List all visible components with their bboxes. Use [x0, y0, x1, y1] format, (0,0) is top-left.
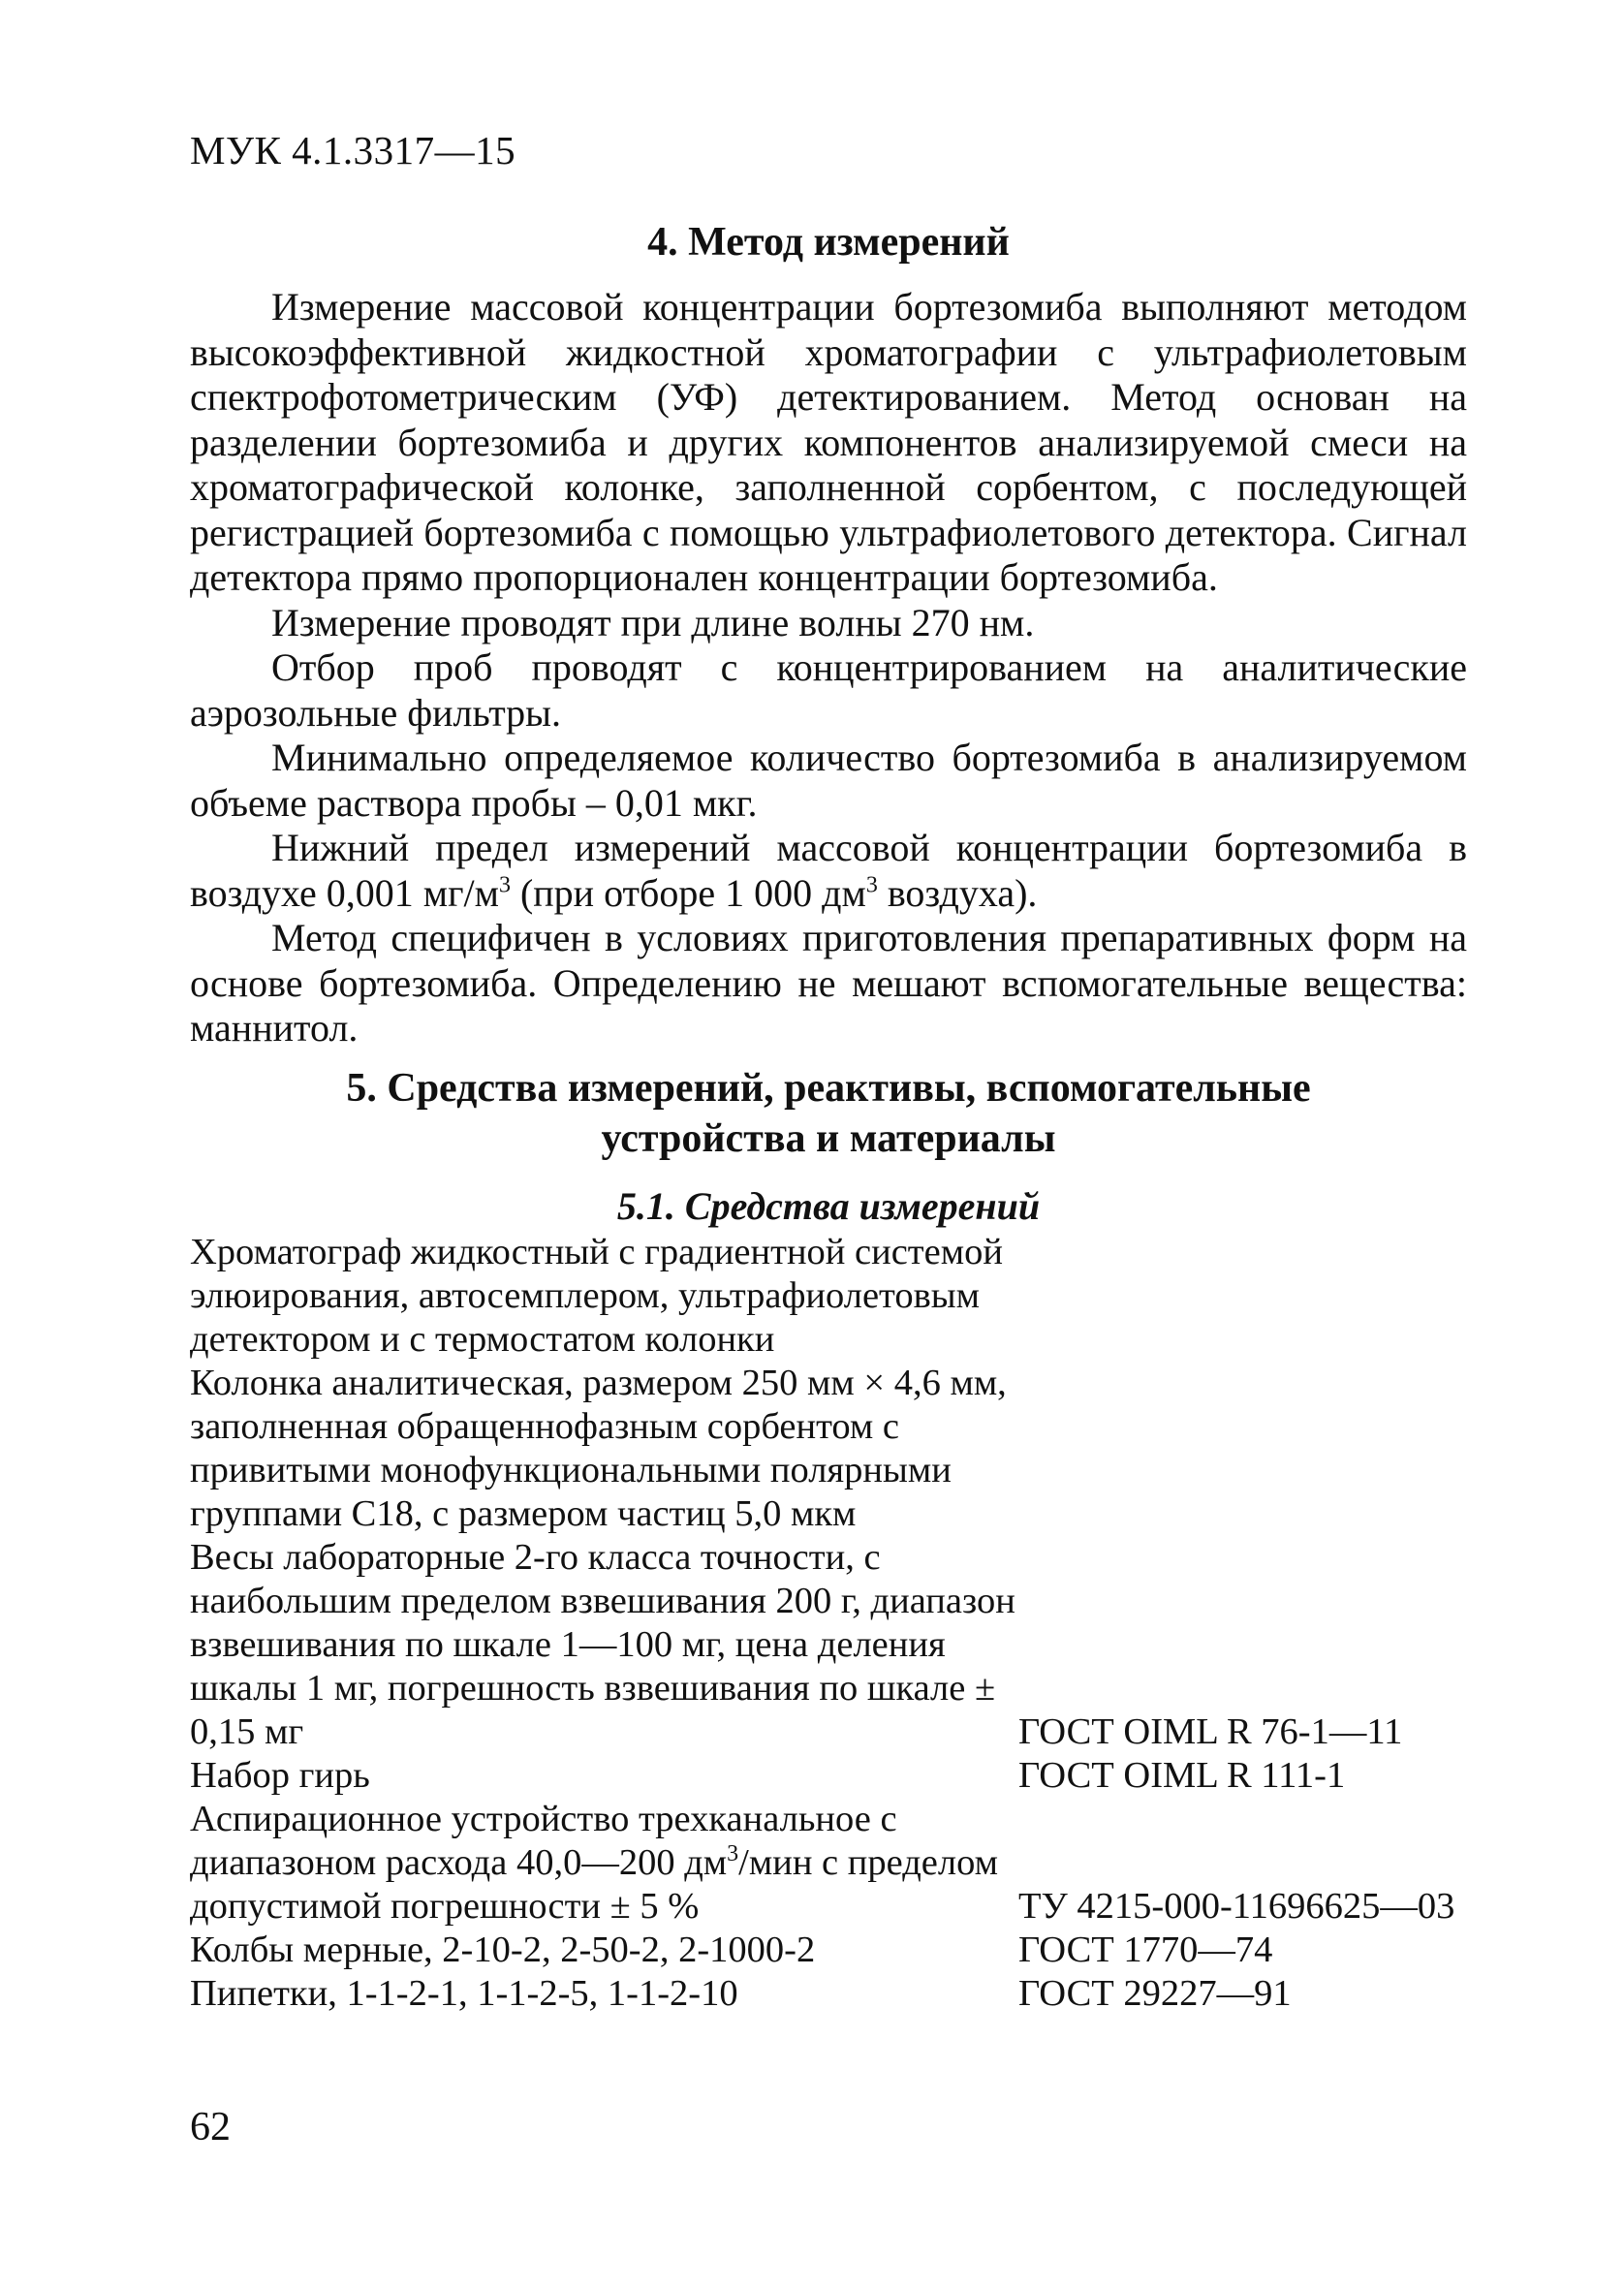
paragraph-lower-limit [190, 826, 1467, 916]
equipment-list [190, 1231, 1517, 2016]
section-4-body [190, 285, 1467, 1051]
paragraph-min-quantity: Минимально определяемое количество бортезомиба в анализируемом объеме раствора пробы – 0,01 мкг. [190, 736, 1467, 825]
paragraph-method-description: Измерение массовой концентрации бортезомиба выполняют методом высокоэффективной жидкостной хроматографии с ультрафиолетовым спектрофотометрическим (УФ) детектированием. Метод основан на разделении бортезомиба и других компонентов анализируемой смеси на хроматографической колонке, заполненной сорбентом, с последующей регистрацией бортезомиба с помощью ультрафиолетового детектора. Сигнал детектора прямо пропорционален концентрации бортезомиба. [190, 285, 1467, 599]
equipment-description: Хроматограф жидкостный с градиентной системой элюирования, автосемплером, ультрафиолетовым детектором и с термостатом колонки [190, 1232, 1003, 1360]
section-5-heading [190, 1063, 1467, 1164]
equipment-standard: ГОСТ OIML R 76-1—11 [1018, 1711, 1403, 1752]
section-5-title-line-2: устройства и материалы [601, 1116, 1056, 1161]
equipment-item-flasks [190, 1929, 1517, 1972]
equipment-item-pipettes [190, 1972, 1517, 2016]
equipment-item-scales [190, 1536, 1517, 1754]
equipment-description: Колонка аналитическая, размером 250 мм × 4,6 мм, заполненная обращеннофазным сорбентом с привитыми монофункциональными полярными группами С18, с размером частиц 5,0 мкм [190, 1363, 1007, 1534]
equipment-standard: ГОСТ OIML R 111-1 [1018, 1755, 1346, 1796]
lower-limit-text-a: Нижний предел измерений массовой концентрации бортезомиба в воздухе 0,001 мг/м [190, 826, 1467, 915]
subsection-5-1-title: 5.1. Средства измерений [616, 1184, 1041, 1228]
equipment-item-aspirator [190, 1798, 1517, 1929]
equipment-description: Весы лабораторные 2-го класса точности, с наибольшим пределом взвешивания 200 г, диапазон взвешивания по шкале 1—100 мг, цена деления шкалы 1 мг, погрешность взвешивания по шкале ± 0,15 мг [190, 1537, 1015, 1752]
aspirator-text-a: Аспирационное устройство трехканальное с диапазоном расхода 40,0—200 дм [190, 1799, 897, 1883]
equipment-standard: ТУ 4215-000-11696625—03 [1018, 1886, 1455, 1927]
equipment-item-column [190, 1362, 1517, 1536]
equipment-standard: ГОСТ 29227—91 [1018, 1973, 1292, 2014]
equipment-item-weights [190, 1754, 1517, 1798]
equipment-standard: ГОСТ 1770—74 [1018, 1929, 1273, 1970]
lower-limit-sup-2: 3 [865, 872, 878, 898]
equipment-description: Пипетки, 1-1-2-1, 1-1-2-5, 1-1-2-10 [190, 1973, 738, 2014]
aspirator-text-b: /мин с пределом допустимой погрешности ± 5 % [190, 1842, 998, 1927]
lower-limit-sup-1: 3 [498, 872, 511, 898]
equipment-item-chromatograph [190, 1231, 1517, 1362]
equipment-description: Набор гирь [190, 1755, 370, 1796]
page-number: 62 [190, 2105, 231, 2149]
paragraph-sampling: Отбор проб проводят с концентрированием на аналитические аэрозольные фильтры. [190, 645, 1467, 735]
aspirator-sup: 3 [727, 1841, 739, 1867]
paragraph-specificity: Метод специфичен в условиях приготовления препаративных форм на основе бортезомиба. Определению не мешают вспомогательные вещества: маннитол. [190, 916, 1467, 1050]
running-header: МУК 4.1.3317—15 [190, 128, 516, 173]
section-4-title: 4. Метод измерений [647, 220, 1010, 265]
equipment-description: Колбы мерные, 2-10-2, 2-50-2, 2-1000-2 [190, 1929, 816, 1970]
lower-limit-text-b: (при отборе 1 000 дм [510, 870, 866, 915]
lower-limit-text-c: воздуха). [877, 870, 1038, 915]
paragraph-wavelength: Измерение проводят при длине волны 270 нм. [271, 600, 1035, 644]
equipment-description [190, 1798, 1018, 1929]
section-5-title-line-1: 5. Средства измерений, реактивы, вспомогательные [346, 1066, 1311, 1111]
section-4-heading [190, 219, 1467, 266]
